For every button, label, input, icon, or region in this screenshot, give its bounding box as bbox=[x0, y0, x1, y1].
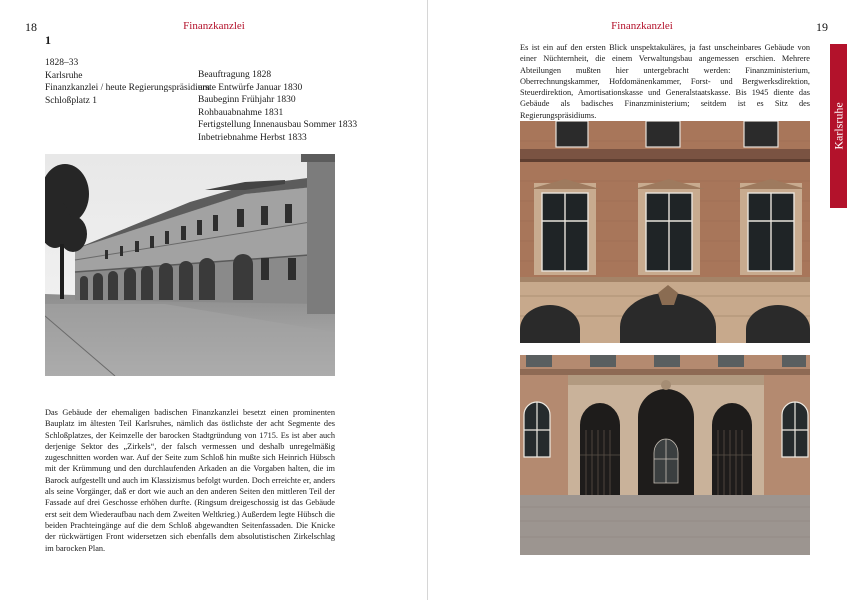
portal-photo bbox=[520, 355, 810, 555]
body-text-left: Das Gebäude der ehemaligen badischen Finanzkanzlei besetzt einen prominenten Bauplatz im ältesten Teil Karlsruhes, nämlich das östlichste der acht Segmente des Schloßplatzes, der Keimzelle der barocken Stadtgründung von 1715. Es ist aber auch derjenige Sektor des „Zirkels“, der falsch vermessen und deshalb unregelmäßig zugeschnitten worden war. Auf der Seite zum Schloß hin mußte sich Heinrich Hübsch mit der Krümmung und den durchlaufenden Arkaden an die Vorgaben halten, die im Barock aufgestellt und auch im Klassizismus befolgt wurden. Doch erreichte er, anders als seine Vorgänger, daß er dort wie auch an den anderen Seiten den mittleren Teil der Fassade auf drei Geschosse erhöhen durfte. (Ringsum dreigeschossig ist das Gebäude erst seit dem Wiederaufbau nach dem Zweiten Weltkrieg.) Außerdem legte Hübsch die beiden Prachteingänge auf die dem Schloß abgewandten Seitenfassaden. Die Knicke der rückwärtigen Front widersetzen sich ebenfalls dem absolutistischen Zirkelschlag im barocken Plan. bbox=[45, 408, 335, 553]
entry-number: 1 bbox=[45, 33, 51, 47]
location-block bbox=[45, 57, 210, 107]
chronology-line: erste Entwürfe Januar 1830 bbox=[198, 82, 303, 93]
body-text-right: Es ist ein auf den ersten Blick unspektakuläres, ja fast unscheinbares Gebäude von einer Nüchternheit, die einem Verwaltungsbau angemessen erschien. Mehrere Abteilungen mußten hier untergebracht werden: Finanzministerium, Oberrechnungskammer, Hofdomänenkammer, Forst- und Bergwerksdirektion, Steuerdirektion, Amortisationskasse und Generalstaatskasse. Bis 1945 diente das Gebäude als badisches Finanzministerium; seitdem ist es Sitz des Regierungspräsidiums. bbox=[520, 43, 810, 120]
location-line: Finanzkanzlei / heute Regierungspräsidium bbox=[45, 83, 210, 94]
chronology-line: Baubeginn Frühjahr 1830 bbox=[198, 95, 296, 106]
right-page bbox=[428, 0, 856, 600]
page-number-right: 19 bbox=[816, 20, 828, 34]
chronology-block bbox=[198, 69, 357, 145]
chronology-line: Rohbauabnahme 1831 bbox=[198, 107, 284, 118]
running-head-left: Finanzkanzlei bbox=[183, 20, 245, 32]
facade-photo bbox=[520, 121, 810, 343]
chronology-line: Beauftragung 1828 bbox=[198, 70, 272, 80]
historic-photo bbox=[45, 154, 335, 376]
chronology-line: Fertigstellung Innenausbau Sommer 1833 bbox=[198, 120, 358, 131]
page-number-left: 18 bbox=[25, 20, 37, 34]
side-tab-label: Karlsruhe bbox=[831, 102, 845, 150]
running-head-right: Finanzkanzlei bbox=[611, 20, 673, 32]
location-line: Schloßplatz 1 bbox=[45, 95, 97, 106]
section-side-tab bbox=[830, 44, 847, 208]
location-line: 1828–33 bbox=[45, 58, 79, 68]
chronology-line: Inbetriebnahme Herbst 1833 bbox=[198, 132, 307, 143]
location-line: Karlsruhe bbox=[45, 70, 83, 81]
